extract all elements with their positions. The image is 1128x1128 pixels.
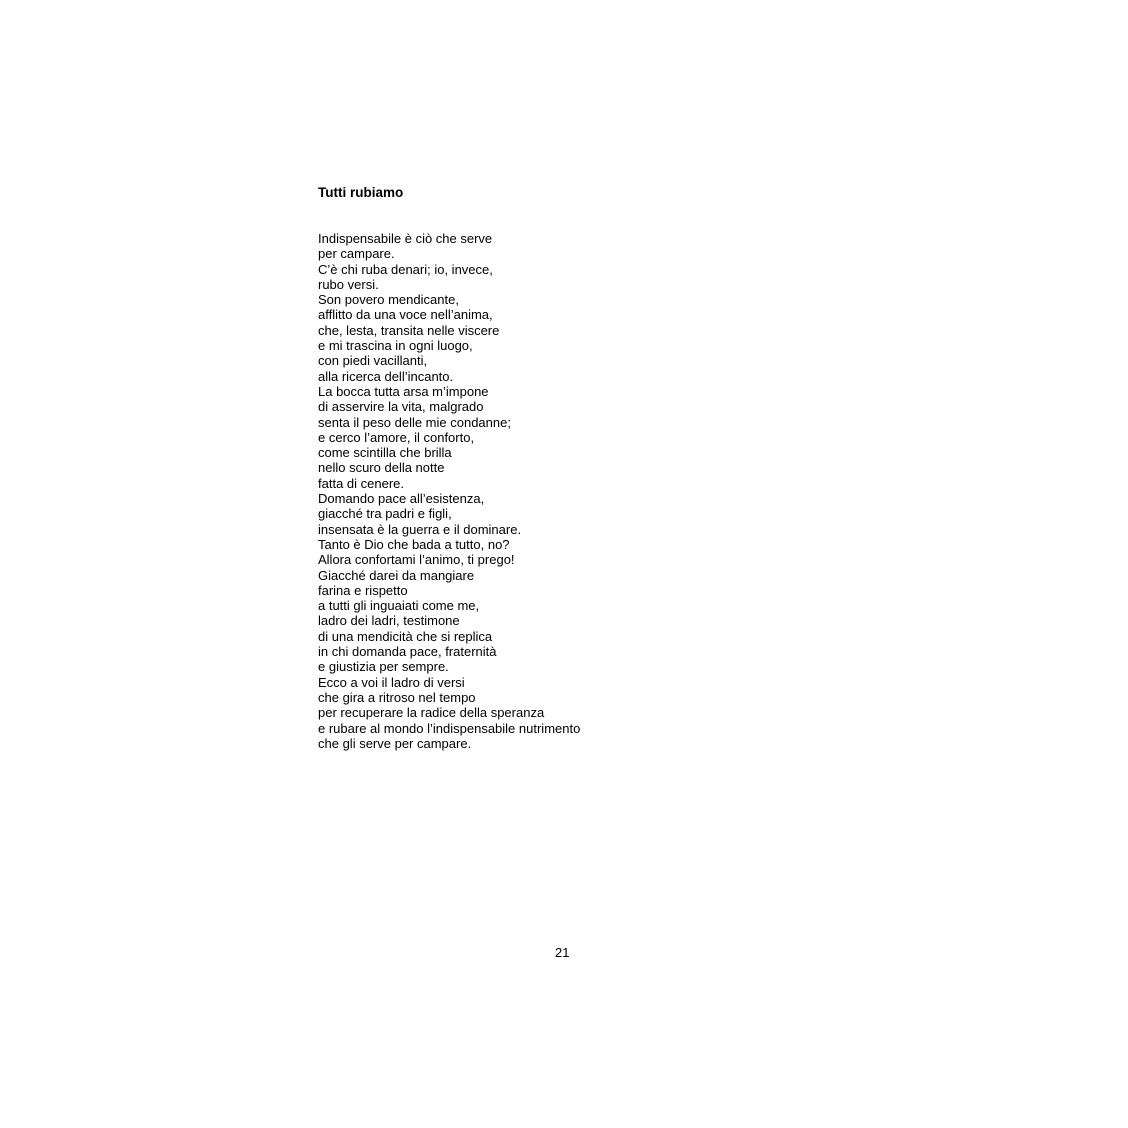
poem-line: e rubare al mondo l’indispensabile nutrimento <box>318 720 581 736</box>
poem-line: che gira a ritroso nel tempo <box>318 689 476 705</box>
poem-line: nello scuro della notte <box>318 460 445 476</box>
poem-line: Ecco a voi il ladro di versi <box>318 674 465 690</box>
poem-line: di una mendicità che si replica <box>318 628 493 644</box>
poem-line: giacché tra padri e figli, <box>318 506 452 522</box>
poem-line: a tutti gli inguaiati come me, <box>318 598 480 614</box>
poem-line: in chi domanda pace, fraternità <box>318 644 497 660</box>
poem-line: insensata è la guerra e il dominare. <box>318 521 522 537</box>
poem-line: e giustizia per sempre. <box>318 659 449 675</box>
poem-line: rubo versi. <box>318 276 379 292</box>
poem-line: farina e rispetto <box>318 582 408 598</box>
poem-line: per recuperare la radice della speranza <box>318 705 545 721</box>
poem-line: come scintilla che brilla <box>318 445 452 461</box>
poem-line: che gli serve per campare. <box>318 735 472 751</box>
poem-title: Tutti rubiamo <box>318 185 404 200</box>
poem-line: Allora confortami l’animo, ti prego! <box>318 552 515 568</box>
poem-line: di asservire la vita, malgrado <box>318 399 484 415</box>
poem-line: che, lesta, transita nelle viscere <box>318 322 500 338</box>
poem-line: Son povero mendicante, <box>318 292 459 308</box>
poem-line: senta il peso delle mie condanne; <box>318 414 511 430</box>
poem-line: Indispensabile è ciò che serve <box>318 231 493 246</box>
poem-line: fatta di cenere. <box>318 475 404 491</box>
poem-line: alla ricerca dell’incanto. <box>318 368 454 384</box>
poem-body <box>318 231 580 751</box>
poem-line: Giacché darei da mangiare <box>318 567 475 583</box>
poem-line: e mi trascina in ogni luogo, <box>318 338 473 354</box>
poem-line: e cerco l’amore, il conforto, <box>318 429 475 445</box>
poem-line: La bocca tutta arsa m’impone <box>318 383 489 399</box>
poem-line: ladro dei ladri, testimone <box>318 613 460 629</box>
page-number: 21 <box>555 945 570 960</box>
poem-line: afflitto da una voce nell’anima, <box>318 307 493 323</box>
poem-line: C’è chi ruba denari; io, invece, <box>318 261 493 277</box>
poem-line: Tanto è Dio che bada a tutto, no? <box>318 536 510 552</box>
poem-line: con piedi vacillanti, <box>318 353 428 369</box>
poem-line: per campare. <box>318 246 395 262</box>
poem-line: Domando pace all’esistenza, <box>318 491 485 507</box>
